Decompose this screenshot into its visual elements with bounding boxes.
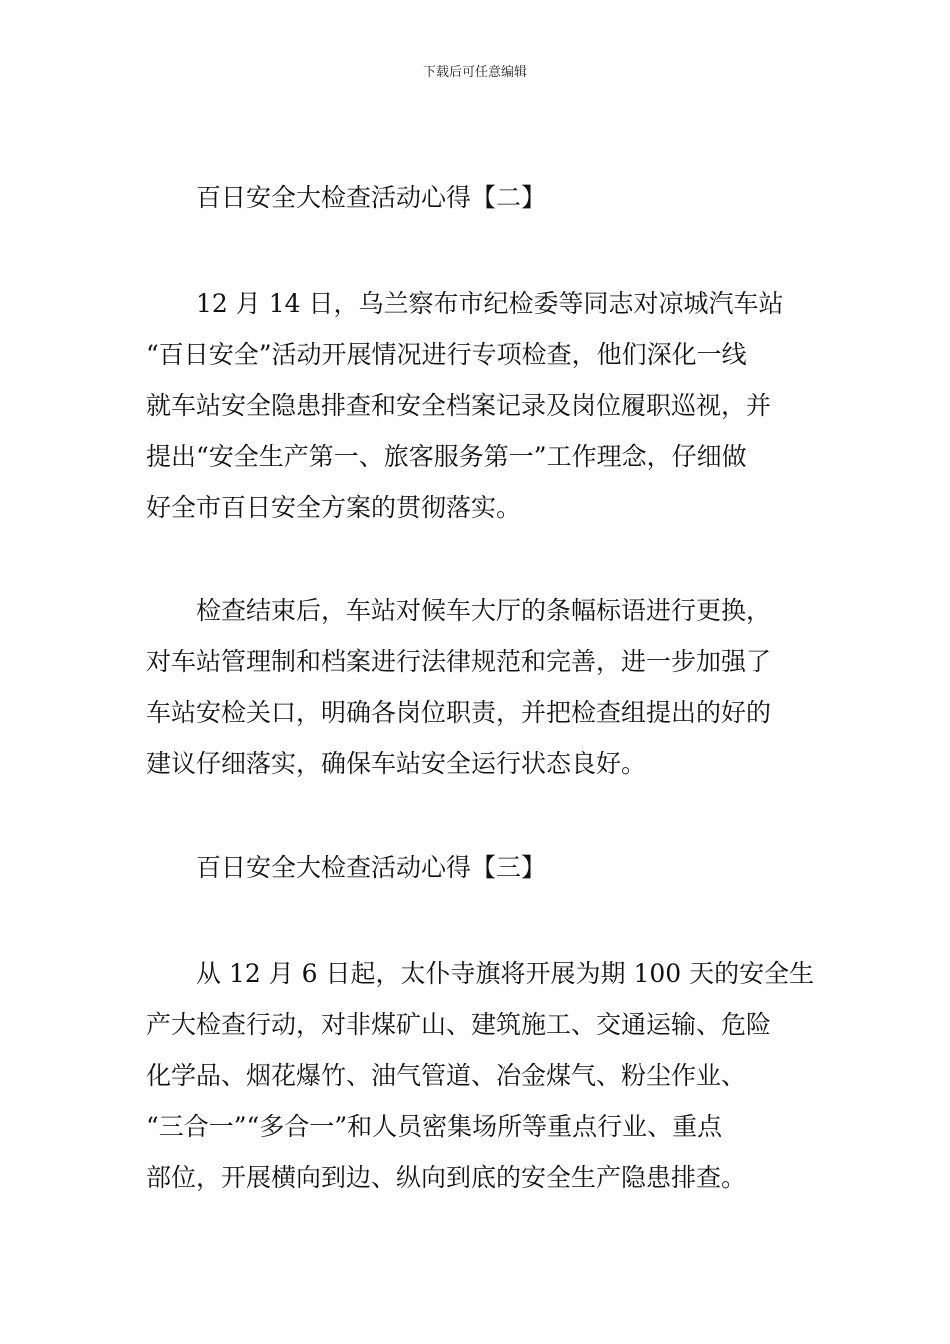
paragraph (146, 585, 806, 789)
paragraph-line: 12 月 14 日，乌兰察布市纪检委等同志对凉城汽车站 (196, 289, 784, 318)
paragraph-line: 就车站安全隐患排查和安全档案记录及岗位履职巡视，并 (146, 391, 772, 420)
document-body (146, 170, 815, 1203)
paragraph-line: 建议仔细落实，确保车站安全运行状态良好。 (146, 749, 647, 778)
paragraph-line: “百日安全”活动开展情况进行专项检查，他们深化一线 (146, 340, 747, 369)
paragraph-line: 化学品、烟花爆竹、油气管道、冶金煤气、粉尘作业、 (146, 1061, 747, 1090)
paragraph-line: 部位，开展横向到边、纵向到底的安全生产隐患排查。 (146, 1163, 747, 1192)
page-header: 下载后可任意编辑 (422, 65, 527, 80)
paragraph-line: 对车站管理制和档案进行法律规范和完善，进一步加强了 (146, 647, 772, 676)
paragraph-line: 从 12 月 6 日起，太仆寺旗将开展为期 100 天的安全生 (196, 959, 815, 988)
paragraph-line: “三合一”“多合一”和人员密集场所等重点行业、重点 (146, 1112, 723, 1141)
section-heading: 百日安全大检查活动心得【三】 (196, 853, 547, 882)
paragraph-line: 产大检查行动，对非煤矿山、建筑施工、交通运输、危险 (146, 1010, 772, 1039)
paragraph-line: 提出“安全生产第一、旅客服务第一”工作理念，仔细做 (146, 442, 747, 471)
paragraph-line: 检查结束后，车站对候车大厅的条幅标语进行更换， (196, 596, 772, 625)
paragraph (146, 278, 806, 533)
paragraph (146, 948, 815, 1203)
section-heading: 百日安全大检查活动心得【二】 (196, 183, 547, 212)
paragraph-line: 好全市百日安全方案的贯彻落实。 (146, 493, 522, 522)
paragraph-line: 车站安检关口，明确各岗位职责，并把检查组提出的好的 (146, 698, 772, 727)
